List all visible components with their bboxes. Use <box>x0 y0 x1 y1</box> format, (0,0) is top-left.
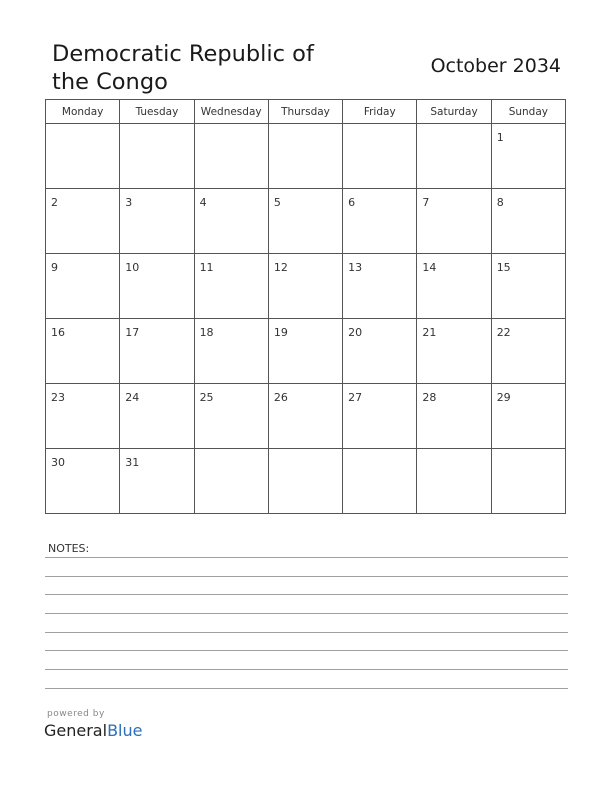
day-number <box>195 124 268 131</box>
powered-by-label: powered by <box>47 709 105 719</box>
weekday-header: Friday <box>343 100 417 124</box>
day-number: 6 <box>348 196 356 209</box>
day-number <box>417 449 490 456</box>
day-number <box>343 449 416 456</box>
day-number: 27 <box>348 391 363 404</box>
day-cell <box>268 384 342 449</box>
day-number <box>269 124 342 131</box>
note-line <box>45 650 568 651</box>
day-cell <box>491 384 565 449</box>
week-row <box>46 384 566 449</box>
note-line <box>45 669 568 670</box>
day-number: 16 <box>51 326 65 339</box>
day-cell <box>46 319 120 384</box>
day-number <box>46 124 119 131</box>
day-number: 2 <box>51 196 58 209</box>
week-row <box>46 449 566 514</box>
day-number <box>417 124 490 131</box>
brand-name-blue: Blue <box>107 721 143 740</box>
day-cell <box>417 124 491 189</box>
day-number: 12 <box>273 261 288 274</box>
day-cell <box>343 384 417 449</box>
day-number: 26 <box>273 391 288 404</box>
week-row <box>46 189 566 254</box>
note-line <box>45 594 568 595</box>
day-cell <box>194 319 268 384</box>
day-number: 4 <box>199 196 207 209</box>
day-number: 20 <box>348 326 363 339</box>
day-cell <box>343 124 417 189</box>
day-cell <box>120 384 194 449</box>
day-cell <box>268 319 342 384</box>
day-cell <box>268 254 342 319</box>
day-cell <box>491 124 565 189</box>
day-number: 9 <box>51 261 58 274</box>
note-line <box>45 576 568 577</box>
day-number: 29 <box>496 391 511 404</box>
day-cell <box>417 449 491 514</box>
day-cell <box>491 189 565 254</box>
weekday-header: Saturday <box>417 100 491 124</box>
day-cell <box>343 254 417 319</box>
brand-logo <box>44 721 142 740</box>
week-row <box>46 319 566 384</box>
day-cell <box>417 189 491 254</box>
weekday-header: Sunday <box>491 100 565 124</box>
day-cell <box>491 319 565 384</box>
day-cell <box>46 384 120 449</box>
day-number: 17 <box>125 326 140 339</box>
weekday-header: Tuesday <box>120 100 194 124</box>
day-number: 10 <box>125 261 140 274</box>
day-number: 1 <box>496 131 504 144</box>
day-number <box>269 449 342 456</box>
day-cell <box>343 319 417 384</box>
day-cell <box>343 189 417 254</box>
notes-label: NOTES: <box>48 542 90 555</box>
day-cell <box>343 449 417 514</box>
day-cell <box>120 449 194 514</box>
day-cell <box>417 384 491 449</box>
note-line <box>45 632 568 633</box>
day-number: 3 <box>125 196 133 209</box>
day-number: 14 <box>422 261 437 274</box>
note-line <box>45 613 568 614</box>
day-number: 23 <box>51 391 65 404</box>
day-cell <box>120 319 194 384</box>
calendar-title <box>52 40 352 96</box>
weekday-header: Wednesday <box>194 100 268 124</box>
day-cell <box>194 449 268 514</box>
day-number: 19 <box>273 326 288 339</box>
month-label: October 2034 <box>430 55 561 77</box>
day-number: 18 <box>199 326 214 339</box>
day-number: 24 <box>125 391 140 404</box>
day-cell <box>194 189 268 254</box>
note-line <box>45 688 568 689</box>
weekday-header-row <box>46 100 566 124</box>
day-number: 22 <box>496 326 511 339</box>
day-cell <box>194 254 268 319</box>
day-cell <box>120 189 194 254</box>
day-cell <box>46 189 120 254</box>
day-number: 15 <box>496 261 511 274</box>
day-cell <box>120 254 194 319</box>
weekday-header: Monday <box>46 100 120 124</box>
day-number: 21 <box>422 326 437 339</box>
day-cell <box>46 124 120 189</box>
day-cell <box>46 449 120 514</box>
week-row <box>46 124 566 189</box>
title-line-2: the Congo <box>52 69 168 95</box>
day-cell <box>194 384 268 449</box>
day-cell <box>268 189 342 254</box>
day-number: 7 <box>422 196 430 209</box>
day-cell <box>268 449 342 514</box>
day-cell <box>194 124 268 189</box>
day-number: 8 <box>496 196 504 209</box>
day-number: 30 <box>51 456 65 469</box>
day-number <box>492 449 565 456</box>
day-number: 28 <box>422 391 437 404</box>
brand-name-general: General <box>44 721 108 740</box>
weekday-header: Thursday <box>268 100 342 124</box>
day-cell <box>417 254 491 319</box>
note-line <box>45 557 568 558</box>
day-cell <box>46 254 120 319</box>
day-cell <box>491 449 565 514</box>
day-number: 5 <box>273 196 281 209</box>
day-number: 31 <box>125 456 140 469</box>
day-number <box>195 449 268 456</box>
day-cell <box>491 254 565 319</box>
calendar-grid <box>45 99 566 514</box>
day-number <box>120 124 193 131</box>
day-cell <box>120 124 194 189</box>
day-number <box>343 124 416 131</box>
day-cell <box>268 124 342 189</box>
day-cell <box>417 319 491 384</box>
day-number: 11 <box>199 261 214 274</box>
week-row <box>46 254 566 319</box>
day-number: 25 <box>199 391 214 404</box>
day-number: 13 <box>348 261 363 274</box>
title-line-1: Democratic Republic of <box>52 41 314 67</box>
